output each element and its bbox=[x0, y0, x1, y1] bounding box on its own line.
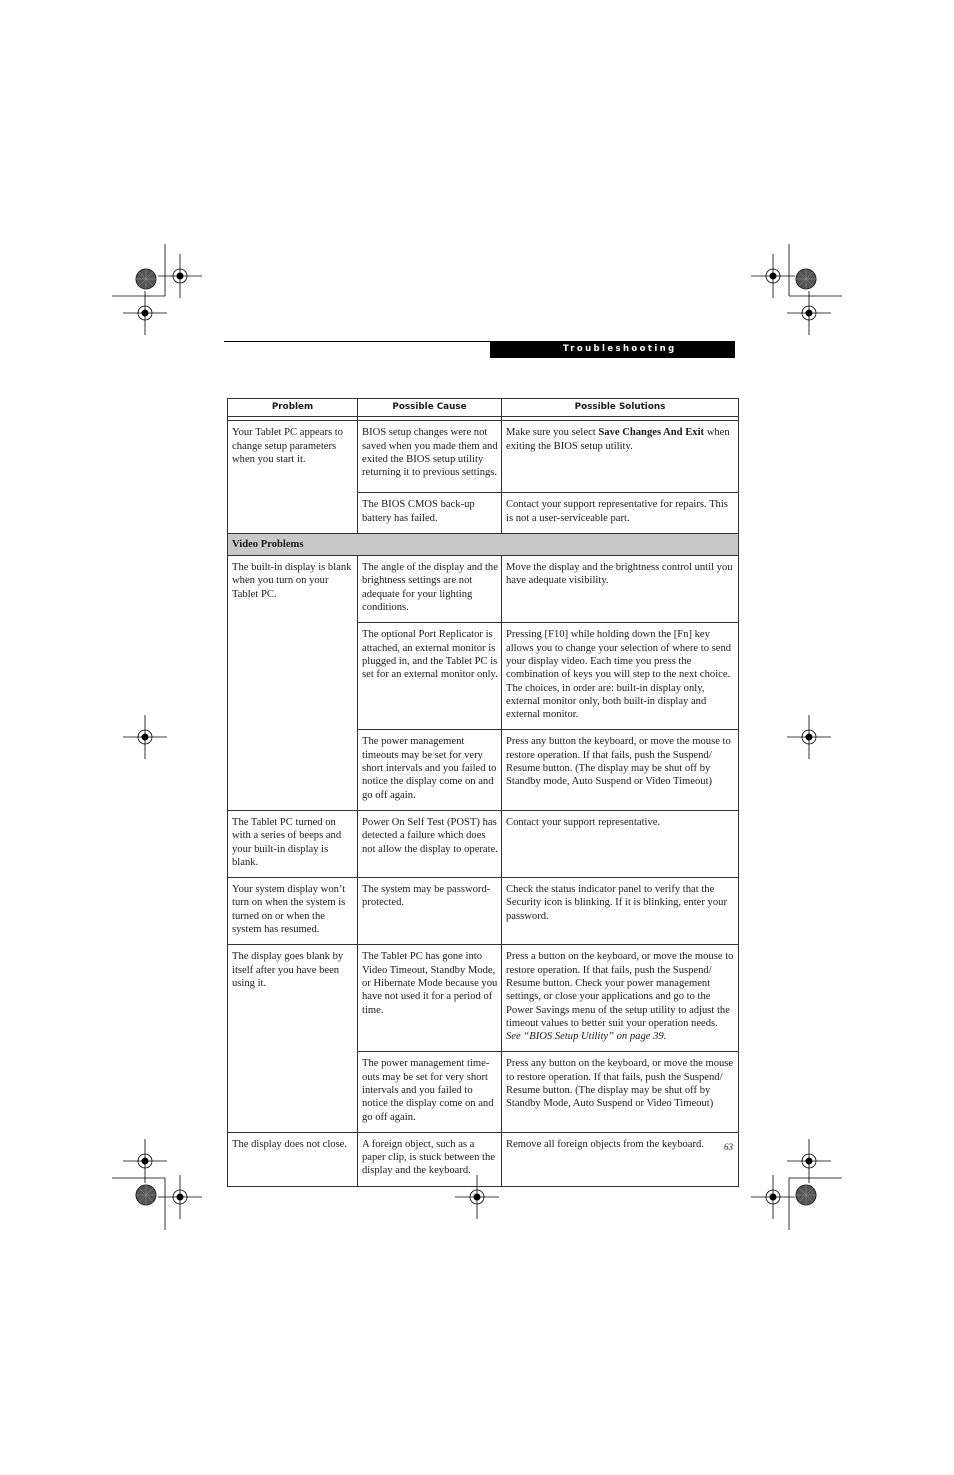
problem-cell: The Tablet PC turned on with a series of beeps and your built-in display is blank. bbox=[228, 810, 358, 877]
table-row bbox=[228, 878, 739, 945]
table-row bbox=[228, 945, 739, 1052]
solution-text: when exiting the BIOS setup utility. bbox=[506, 427, 730, 452]
section-heading: Video Problems bbox=[228, 533, 739, 555]
section-row bbox=[228, 533, 739, 555]
solution-cell: Move the display and the brightness control until you have adequate visibility. bbox=[502, 556, 739, 623]
solution-cell: Pressing [F10] while holding down the [Fn] key allows you to change your selection of where to send your display video. Each time you press the combination of keys you will step to the next choice. The choices, in order are: built-in display only, external monitor only, both built-in display and external monitor. bbox=[502, 623, 739, 730]
problem-cell: Your system display won’t turn on when the system is turned on or when the system has resumed. bbox=[228, 878, 358, 945]
solution-cell: Press any button on the keyboard, or move the mouse to restore operation. If that fails, push the Suspend/ Resume button. (The display may be shut off by Standby Mode, Auto Suspend or Video Timeout) bbox=[502, 1052, 739, 1132]
column-header-problem: Problem bbox=[228, 399, 358, 417]
running-header bbox=[490, 341, 735, 358]
cause-cell: The system may be password-protected. bbox=[358, 878, 502, 945]
table-row bbox=[228, 1132, 739, 1186]
solution-emphasis: Save Changes And Exit bbox=[598, 427, 705, 439]
cause-cell: Power On Self Test (POST) has detected a failure which does not allow the display to operate. bbox=[358, 810, 502, 877]
cause-cell: The power management time-outs may be set for very short intervals and you failed to notice the display come on and go off again. bbox=[358, 1052, 502, 1132]
registration-mark-icon bbox=[787, 1139, 831, 1183]
cause-cell: A foreign object, such as a paper clip, is stuck between the display and the keyboard. bbox=[358, 1132, 502, 1186]
color-bar-icon bbox=[796, 1185, 816, 1205]
solution-cell: Contact your support representative for repairs. This is not a user-serviceable part. bbox=[502, 493, 739, 534]
problem-cell: Your Tablet PC appears to change setup parameters when you start it. bbox=[228, 421, 358, 534]
problem-cell: The display does not close. bbox=[228, 1132, 358, 1186]
section-title: Troubleshooting bbox=[563, 344, 677, 354]
solution-text: Make sure you select bbox=[506, 427, 599, 439]
color-bar-icon bbox=[136, 269, 156, 289]
cause-cell: The optional Port Replicator is attached, an external monitor is plugged in, and the Tablet PC is set for an external monitor only. bbox=[358, 623, 502, 730]
table-header-row bbox=[228, 399, 739, 417]
cross-reference: See “BIOS Setup Utility” on page 39. bbox=[506, 1031, 667, 1043]
table-row bbox=[228, 810, 739, 877]
registration-mark-icon bbox=[751, 254, 795, 298]
page-number: 63 bbox=[724, 1142, 733, 1152]
problem-cell: The display goes blank by itself after you have been using it. bbox=[228, 945, 358, 1133]
solution-cell: Remove all foreign objects from the keyboard. bbox=[502, 1132, 739, 1186]
registration-mark-icon bbox=[787, 715, 831, 759]
registration-mark-icon bbox=[123, 291, 167, 335]
cause-cell: The Tablet PC has gone into Video Timeout, Standby Mode, or Hibernate Mode because you have not used it for a period of time. bbox=[358, 945, 502, 1052]
solution-cell: Contact your support representative. bbox=[502, 810, 739, 877]
solution-cell bbox=[502, 945, 739, 1052]
troubleshooting-table bbox=[227, 398, 739, 1187]
cause-cell: The BIOS CMOS back-up battery has failed. bbox=[358, 493, 502, 534]
registration-mark-icon bbox=[123, 1139, 167, 1183]
problem-cell: The built-in display is blank when you turn on your Tablet PC. bbox=[228, 556, 358, 811]
cause-cell: The power management timeouts may be set for very short intervals and you failed to notice the display come on and go off again. bbox=[358, 730, 502, 810]
cause-cell: BIOS setup changes were not saved when you made them and exited the BIOS setup utility returning it to previous settings. bbox=[358, 421, 502, 493]
registration-mark-icon bbox=[787, 291, 831, 335]
solution-cell: Check the status indicator panel to verify that the Security icon is blinking. If it is blinking, enter your password. bbox=[502, 878, 739, 945]
solution-cell: Press any button the keyboard, or move the mouse to restore operation. If that fails, push the Suspend/ Resume button. (The display may be shut off by Standby mode, Auto Suspend or Video Timeout) bbox=[502, 730, 739, 810]
solution-cell bbox=[502, 421, 739, 493]
table-row bbox=[228, 421, 739, 493]
table-row bbox=[228, 556, 739, 623]
color-bar-icon bbox=[136, 1185, 156, 1205]
registration-mark-icon bbox=[123, 715, 167, 759]
color-bar-icon bbox=[796, 269, 816, 289]
registration-mark-icon bbox=[751, 1175, 795, 1219]
cause-cell: The angle of the display and the brightness settings are not adequate for your lighting conditions. bbox=[358, 556, 502, 623]
solution-text: Press a button on the keyboard, or move the mouse to restore operation. If that fails, push the Suspend/ Resume button. Check your power management settings, or close your applications and go to the Power Savings menu of the setup utility to adjust the timeout values to better suit your operation needs. bbox=[506, 951, 734, 1029]
column-header-solutions: Possible Solutions bbox=[502, 399, 739, 417]
column-header-cause: Possible Cause bbox=[358, 399, 502, 417]
header-rule bbox=[224, 341, 490, 342]
